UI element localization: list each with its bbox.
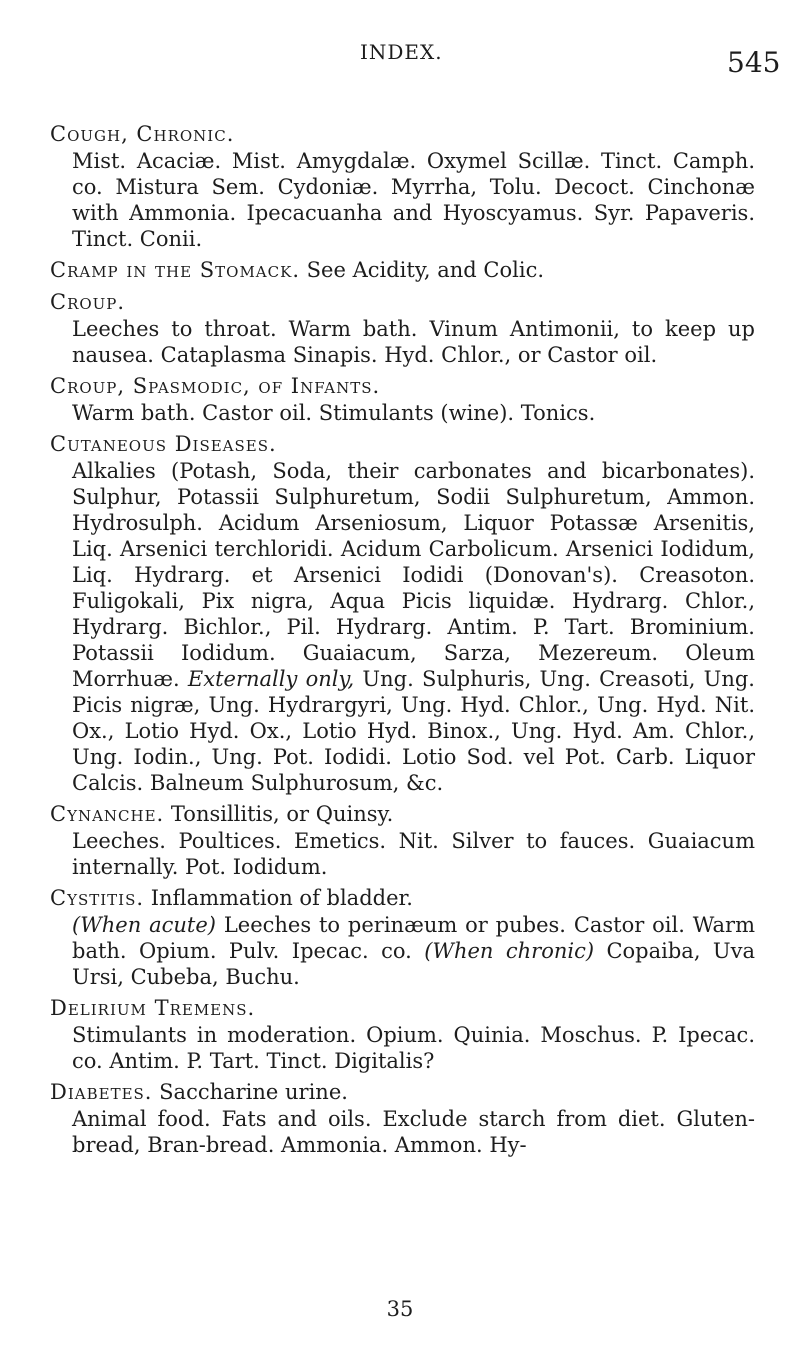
entry-heading-tail: Tonsillitis, or Quinsy. [164, 802, 394, 826]
entry-text-mid: Leeches to perinæum or pubes. Castor oil. Warm bath. Opium. Pulv. Ipecac. co. [72, 913, 755, 963]
entry-text: Leeches to throat. Warm bath. Vinum Antimonii, to keep up nausea. Cataplasma Sinapis. Hyd. Chlor., or Castor oil. [72, 317, 755, 367]
index-entry-cutaneous-diseases [50, 430, 755, 796]
entry-text-emphasis: Externally only, [187, 667, 355, 691]
entry-text: Stimulants in moderation. Opium. Quinia. Moschus. P. Ipecac. co. Antim. P. Tart. Tinct. Digitalis? [72, 1023, 755, 1073]
entry-text [50, 458, 755, 796]
index-entry-cynanche [50, 800, 755, 880]
index-entry-cystitis [50, 884, 755, 990]
page-footer [0, 1297, 800, 1321]
entry-text-end: Copaiba, Uva Ursi, Cubeba, Buchu. [72, 939, 755, 989]
entry-heading [50, 800, 755, 828]
entry-heading-tail: Inflammation of bladder. [144, 886, 413, 910]
entry-heading-main: Cynanche. [50, 802, 165, 826]
index-entry-delirium-tremens [50, 994, 755, 1074]
entry-heading: Cough, Chronic. [50, 122, 235, 146]
index-entry-diabetes [50, 1078, 755, 1158]
entry-heading-tail: Saccharine urine. [152, 1080, 348, 1104]
entry-heading [50, 1078, 755, 1106]
entry-heading-main: Diabetes. [50, 1080, 153, 1104]
entry-heading-tail: See Acidity, and Colic. [300, 258, 545, 282]
entry-heading: Delirium Tremens. [50, 996, 256, 1020]
entry-text: Mist. Acaciæ. Mist. Amygdalæ. Oxymel Scillæ. Tinct. Camph. co. Mistura Sem. Cydoniæ. Myrrha, Tolu. Decoct. Cinchonæ with Ammonia. Ipecacuanha and Hyoscyamus. Syr. Papaveris. Tinct. Conii. [72, 149, 755, 251]
index-content [50, 120, 755, 1162]
entry-text-emphasis: (When chronic) [424, 939, 595, 963]
entry-text: Leeches. Poultices. Emetics. Nit. Silver to fauces. Guaiacum internally. Pot. Iodidum. [72, 829, 755, 879]
entry-heading [50, 884, 755, 912]
entry-text-lead: Alkalies (Potash, Soda, their carbonates and bicarbonates). Sulphur, Potassii Sulphuretum, Sodii Sulphuretum, Ammon. Hydrosulph. Acidum Arseniosum, Liquor Potassæ Arsenitis, Liq. Arsenici terchloridi. Acidum Carbolicum. Arsenici Iodidum, Liq. Hydrarg. et Arsenici Iodidi (Donovan's). Creasoton. Fuligokali, Pix nigra, Aqua Picis liquidæ. Hydrarg. Chlor., Hydrarg. Bichlor., Pil. Hydrarg. Antim. P. Tart. Brominium. Potassii Iodidum. Guaiacum, Sarza, Mezereum. Oleum Morrhuæ. [72, 459, 755, 691]
index-entry-cough-chronic [50, 120, 755, 252]
entry-heading-main: Cystitis. [50, 886, 145, 910]
running-head: INDEX. [360, 40, 443, 64]
entry-text [50, 912, 755, 990]
index-entry-cramp [50, 256, 755, 284]
index-entry-croup-spasmodic [50, 372, 755, 426]
entry-text-emphasis: (When acute) [72, 913, 216, 937]
index-entry-croup [50, 288, 755, 368]
entry-heading: Croup, Spasmodic, of Infants. [50, 374, 381, 398]
entry-heading [50, 256, 755, 284]
entry-heading-main: Cramp in the Stomack. [50, 258, 300, 282]
page-number: 545 [727, 46, 781, 79]
signature-mark: 35 [386, 1297, 414, 1321]
entry-text: Animal food. Fats and oils. Exclude starch from diet. Gluten-bread, Bran-bread. Ammonia. Ammon. Hy- [72, 1107, 755, 1157]
entry-text-rest: Ung. Sulphuris, Ung. Creasoti, Ung. Picis nigræ, Ung. Hydrargyri, Ung. Hyd. Chlor., Ung. Hyd. Nit. Ox., Lotio Hyd. Ox., Lotio Hyd. Binox., Ung. Hyd. Am. Chlor., Ung. Iodin., Ung. Pot. Iodidi. Lotio Sod. vel Pot. Carb. Liquor Calcis. Balneum Sulphurosum, &c. [72, 667, 755, 795]
entry-heading: Cutaneous Diseases. [50, 432, 277, 456]
entry-text: Warm bath. Castor oil. Stimulants (wine). Tonics. [72, 401, 596, 425]
page-header [0, 40, 800, 80]
entry-heading: Croup. [50, 290, 126, 314]
